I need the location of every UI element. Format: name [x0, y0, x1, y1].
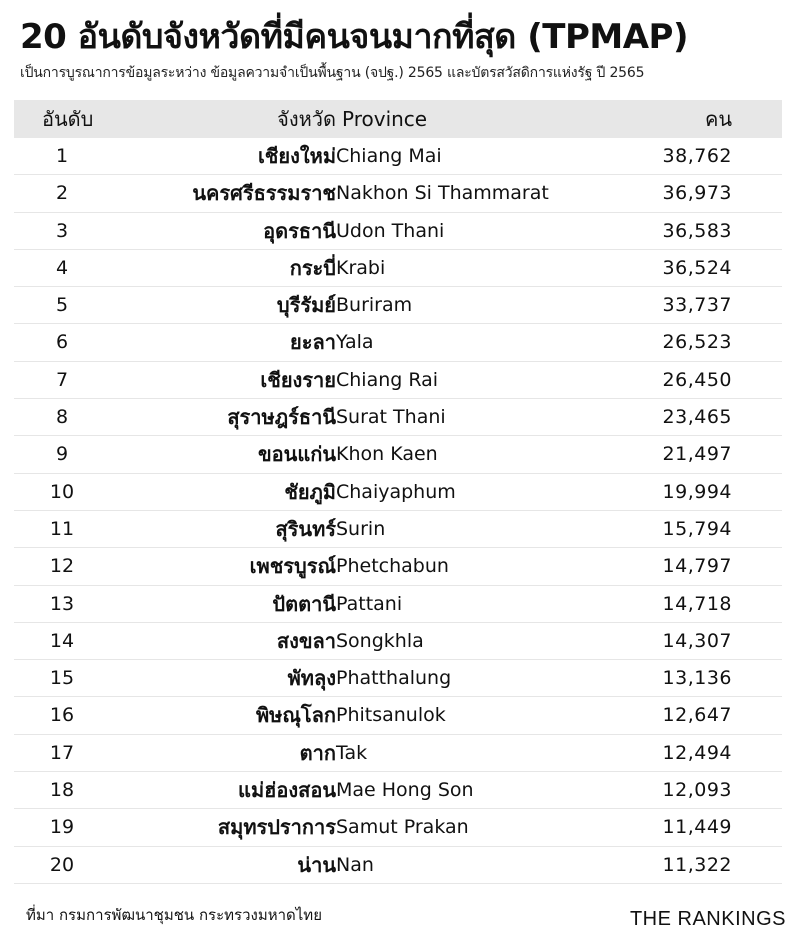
table-row	[14, 250, 782, 287]
count-cell: 13,136	[662, 667, 732, 690]
count-cell: 12,494	[662, 741, 732, 764]
table-row	[14, 287, 782, 324]
rank-cell: 18	[49, 779, 75, 802]
count-cell: 21,497	[662, 443, 732, 466]
thai-province-cell: กระบี่	[289, 255, 336, 280]
thai-province-cell: ปัตตานี	[272, 591, 336, 616]
rank-cell: 15	[49, 667, 75, 690]
rank-cell: 10	[49, 480, 75, 503]
source-note: ที่มา กรมการพัฒนาชุมชน กระทรวงมหาดไทย	[26, 906, 322, 924]
rank-cell: 1	[55, 145, 69, 167]
table-row	[14, 772, 782, 809]
table-body	[14, 138, 782, 884]
count-cell: 33,737	[662, 294, 732, 317]
count-cell: 36,524	[662, 256, 732, 279]
rank-cell: 19	[49, 816, 75, 839]
thai-province-cell: ชัยภูมิ	[284, 479, 336, 504]
rank-cell: 8	[55, 406, 69, 429]
count-cell: 11,449	[662, 816, 732, 839]
province-cell: Samut Prakan	[336, 816, 469, 839]
table-row	[14, 660, 782, 697]
thai-province-cell: พัทลุง	[287, 666, 336, 691]
table-row	[14, 213, 782, 250]
rank-cell: 5	[55, 294, 69, 317]
rank-cell: 14	[49, 629, 75, 652]
header-thai-province: จังหวัด	[277, 107, 336, 131]
rank-cell: 20	[49, 853, 75, 876]
header-province: Province	[342, 107, 428, 131]
table-row	[14, 548, 782, 585]
province-cell: Nan	[336, 853, 374, 876]
rank-cell: 7	[55, 368, 69, 391]
rank-cell: 4	[55, 256, 69, 279]
table-row	[14, 138, 782, 175]
count-cell: 14,797	[662, 555, 732, 578]
rank-cell: 17	[49, 741, 75, 764]
count-cell: 26,450	[662, 368, 732, 391]
count-cell: 36,973	[662, 182, 732, 205]
count-cell: 26,523	[662, 331, 732, 354]
thai-province-cell: พิษณุโลก	[255, 703, 336, 728]
count-cell: 12,647	[662, 704, 732, 727]
rank-cell: 16	[49, 704, 75, 727]
province-cell: Chiang Mai	[336, 145, 442, 167]
thai-province-cell: ตาก	[299, 740, 336, 765]
count-cell: 19,994	[662, 480, 732, 503]
province-cell: Buriram	[336, 294, 413, 317]
rank-cell: 2	[55, 182, 69, 205]
thai-province-cell: เชียงใหม่	[257, 144, 336, 168]
ranking-table	[14, 100, 782, 884]
count-cell: 36,583	[662, 219, 732, 242]
thai-province-cell: แม่ฮ่องสอน	[238, 778, 336, 803]
province-cell: Phitsanulok	[336, 704, 446, 727]
count-cell: 12,093	[662, 779, 732, 802]
table-row	[14, 735, 782, 772]
table-row	[14, 324, 782, 361]
province-cell: Khon Kaen	[336, 443, 438, 466]
rank-cell: 12	[49, 555, 75, 578]
table-row	[14, 586, 782, 623]
table-row	[14, 399, 782, 436]
thai-province-cell: ยะลา	[290, 330, 336, 355]
province-cell: Nakhon Si Thammarat	[336, 182, 549, 205]
province-cell: Pattani	[336, 592, 403, 615]
thai-province-cell: สุราษฎร์ธานี	[227, 405, 336, 430]
thai-province-cell: สมุทรปราการ	[217, 815, 336, 840]
table-row	[14, 474, 782, 511]
table-row	[14, 175, 782, 212]
table-row	[14, 847, 782, 884]
table-row	[14, 436, 782, 473]
thai-province-cell: เพชรบูรณ์	[249, 554, 336, 579]
thai-province-cell: สงขลา	[276, 628, 336, 653]
page-subtitle: เป็นการบูรณาการข้อมูลระหว่าง ข้อมูลความจำเป็นพื้นฐาน (จปฐ.) 2565 และบัตรสวัสดิการแห่งรัฐ ปี 2565	[20, 65, 645, 81]
province-cell: Krabi	[336, 256, 386, 279]
province-cell: Udon Thani	[336, 219, 445, 242]
province-cell: Phatthalung	[336, 667, 452, 690]
table-row	[14, 511, 782, 548]
province-cell: Surin	[336, 517, 386, 540]
table-row	[14, 697, 782, 734]
table-row	[14, 809, 782, 846]
province-cell: Mae Hong Son	[336, 779, 474, 802]
count-cell: 11,322	[662, 853, 732, 876]
thai-province-cell: บุรีรัมย์	[276, 293, 336, 318]
rank-cell: 11	[49, 517, 75, 540]
thai-province-cell: อุดรธานี	[263, 218, 336, 243]
brand-logo-text: THE RANKINGS	[629, 908, 786, 930]
province-cell: Phetchabun	[336, 555, 449, 578]
count-cell: 15,794	[662, 517, 732, 540]
province-cell: Chaiyaphum	[336, 480, 456, 503]
count-cell: 14,307	[662, 629, 732, 652]
count-cell: 23,465	[662, 406, 732, 429]
header-rank: อันดับ	[42, 107, 94, 131]
table-header	[14, 100, 782, 138]
rank-cell: 6	[55, 331, 69, 354]
table-row	[14, 623, 782, 660]
province-cell: Tak	[336, 741, 368, 764]
count-cell: 14,718	[662, 592, 732, 615]
rank-cell: 3	[55, 219, 69, 242]
rank-cell: 9	[55, 443, 69, 466]
province-cell: Surat Thani	[336, 406, 446, 429]
rank-cell: 13	[49, 592, 75, 615]
thai-province-cell: เชียงราย	[260, 367, 336, 392]
thai-province-cell: สุรินทร์	[275, 516, 336, 541]
province-cell: Yala	[336, 331, 374, 354]
province-cell: Songkhla	[336, 629, 424, 652]
thai-province-cell: น่าน	[297, 852, 336, 877]
thai-province-cell: ขอนแก่น	[257, 442, 336, 467]
thai-province-cell: นครศรีธรรมราช	[192, 181, 336, 206]
page-title: 20 อันดับจังหวัดที่มีคนจนมากที่สุด (TPMAP)	[20, 17, 688, 57]
header-count: คน	[704, 107, 732, 131]
province-cell: Chiang Rai	[336, 368, 439, 391]
table-row	[14, 362, 782, 399]
count-cell: 38,762	[662, 145, 732, 167]
